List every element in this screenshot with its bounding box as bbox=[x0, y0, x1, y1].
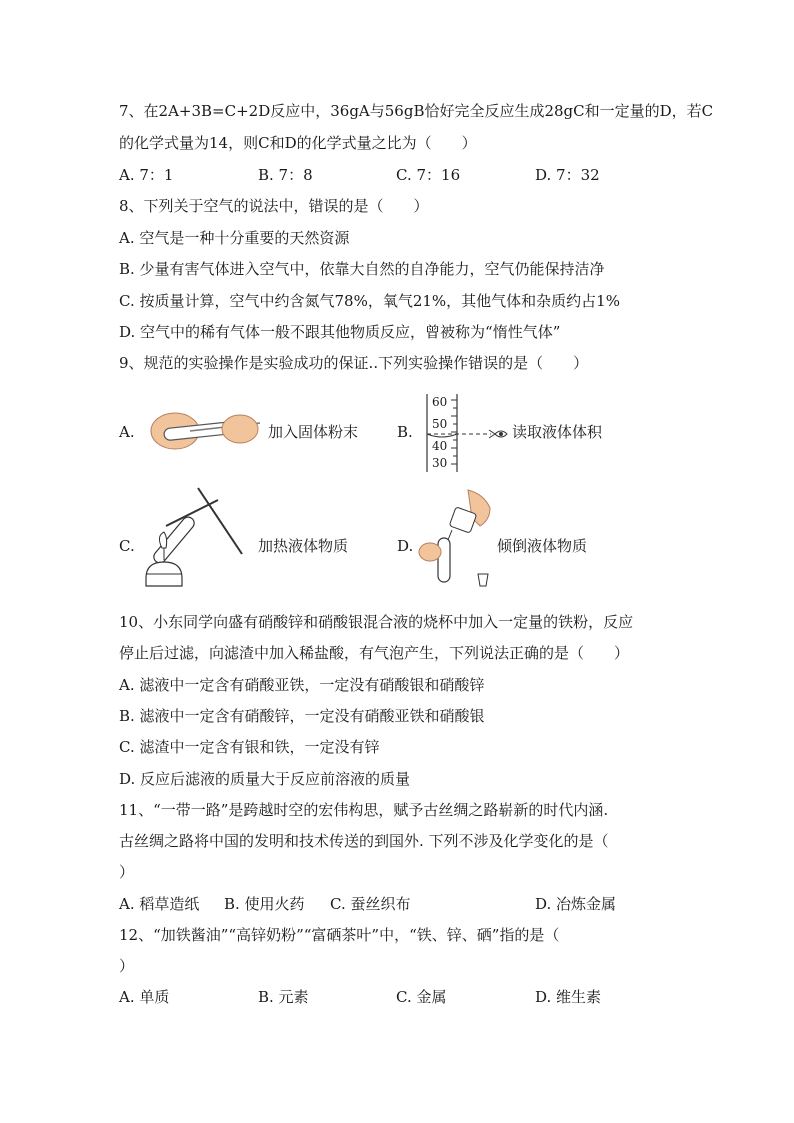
cylinder-tick-60: 60 bbox=[432, 395, 448, 409]
q12-option-d: D. 维生素 bbox=[535, 988, 602, 1006]
q10-option-d: D. 反应后滤液的质量大于反应前溶液的质量 bbox=[119, 770, 411, 788]
q11-stem-line3: ） bbox=[119, 863, 135, 881]
cylinder-tick-50: 50 bbox=[432, 417, 448, 431]
q9-fig-b-caption: 读取液体体积 bbox=[512, 423, 603, 441]
q12-stem-line1: 12、“加铁酱油”“高锌奶粉”“富硒茶叶”中，“铁、锌、硒”指的是（ bbox=[119, 926, 560, 944]
test-tube-powder-icon bbox=[150, 403, 262, 453]
q12-option-a: A. 单质 bbox=[119, 988, 170, 1006]
q11-option-b: B. 使用火药 bbox=[224, 895, 305, 913]
q7-option-c: C. 7：16 bbox=[396, 166, 461, 184]
q9-stem: 9、规范的实验操作是实验成功的保证..下列实验操作错误的是（ ） bbox=[119, 354, 589, 372]
q10-option-b: B. 滤液中一定含有硝酸锌，一定没有硝酸亚铁和硝酸银 bbox=[119, 707, 485, 725]
cylinder-tick-30: 30 bbox=[432, 456, 448, 470]
q9-fig-a-letter: A. bbox=[119, 423, 135, 441]
q9-fig-d-letter: D. bbox=[397, 537, 414, 555]
q9-fig-c-caption: 加热液体物质 bbox=[258, 537, 349, 555]
q10-stem-line1: 10、小东同学向盛有硝酸锌和硝酸银混合液的烧杯中加入一定量的铁粉，反应 bbox=[119, 613, 634, 631]
q7-option-b: B. 7：8 bbox=[258, 166, 313, 184]
q10-stem-line2: 停止后过滤，向滤渣中加入稀盐酸，有气泡产生，下列说法正确的是（ ） bbox=[119, 644, 630, 662]
q11-stem-line2: 古丝绸之路将中国的发明和技术传送的到国外. 下列不涉及化学变化的是（ bbox=[119, 832, 609, 850]
q11-option-a: A. 稻草造纸 bbox=[119, 895, 200, 913]
q8-option-b: B. 少量有害气体进入空气中，依靠大自然的自净能力，空气仍能保持洁净 bbox=[119, 260, 605, 278]
q8-stem: 8、下列关于空气的说法中，错误的是（ ） bbox=[119, 197, 429, 215]
q8-option-a: A. 空气是一种十分重要的天然资源 bbox=[119, 229, 350, 247]
q7-option-a: A. 7：1 bbox=[119, 166, 174, 184]
q12-stem-line2: ） bbox=[119, 957, 135, 975]
q7-option-d: D. 7：32 bbox=[535, 166, 600, 184]
q8-option-c: C. 按质量计算，空气中约含氮气78%，氧气21%，其他气体和杂质约占1% bbox=[119, 292, 620, 310]
q10-option-a: A. 滤液中一定含有硝酸亚铁，一定没有硝酸银和硝酸锌 bbox=[119, 676, 485, 694]
q8-option-d: D. 空气中的稀有气体一般不跟其他物质反应，曾被称为“惰性气体” bbox=[119, 323, 561, 341]
q11-option-d: D. 冶炼金属 bbox=[535, 895, 617, 913]
q9-fig-b-letter: B. bbox=[397, 423, 413, 441]
q12-option-b: B. 元素 bbox=[258, 988, 309, 1006]
q11-stem-line1: 11、“一带一路”是跨越时空的宏伟构思，赋予古丝绸之路崭新的时代内涵. bbox=[119, 801, 609, 819]
cylinder-tick-40: 40 bbox=[432, 439, 448, 453]
q9-fig-c-letter: C. bbox=[119, 537, 135, 555]
q12-option-c: C. 金属 bbox=[396, 988, 447, 1006]
q9-fig-a-caption: 加入固体粉末 bbox=[268, 423, 359, 441]
q10-option-c: C. 滤渣中一定含有银和铁，一定没有锌 bbox=[119, 738, 380, 756]
pouring-liquid-icon bbox=[418, 488, 498, 592]
q11-option-c: C. 蚕丝织布 bbox=[330, 895, 411, 913]
q7-stem-line2: 的化学式量为14，则C和D的化学式量之比为（ ） bbox=[119, 134, 477, 152]
alcohol-lamp-heating-icon bbox=[140, 486, 260, 594]
q9-fig-d-caption: 倾倒液体物质 bbox=[497, 537, 588, 555]
q7-stem-line1: 7、在2A+3B=C+2D反应中，36gA与56gB恰好完全反应生成28gC和一定量的D，若C bbox=[119, 102, 714, 120]
